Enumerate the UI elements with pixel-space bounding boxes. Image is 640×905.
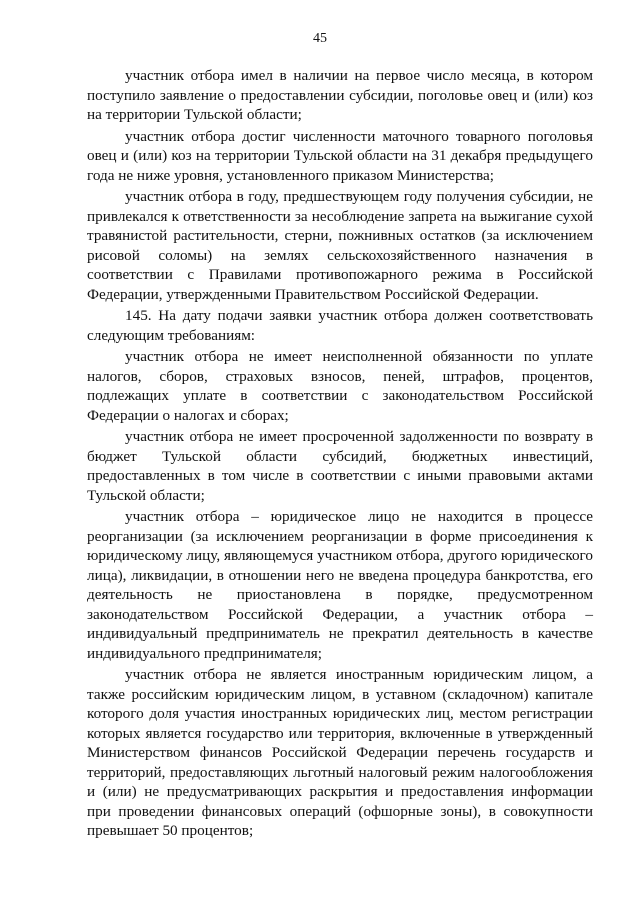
paragraph-livestock-level: участник отбора достиг численности маточного товарного поголовья овец и (или) коз на территории Тульской области на 31 декабря предыдущего года не ниже уровня, установленного приказом Министерства; [87, 127, 593, 184]
paragraph-reorganization: участник отбора – юридическое лицо не находится в процессе реорганизации (за исключением реорганизации в форме присоединения к юридическому лицу, являющемуся участником отбора, другого юридического лица), ликвидации, в отношении него не введена процедура банкротства, его деятельность не приостановлена в порядке, предусмотренном законодательством Российской Федерации, а участник отбора – индивидуальный предприниматель не прекратил деятельность в качестве индивидуального предпринимателя; [87, 508, 593, 662]
paragraph-tax-obligations: участник отбора не имеет неисполненной обязанности по уплате налогов, сборов, страховых взносов, пеней, штрафов, процентов, подлежащих уплате в соответствии с законодательством Российской Федерации о налогах и сборах; [87, 348, 593, 424]
paragraph-clause-145: 145. На дату подачи заявки участник отбора должен соответствовать следующим требованиям: [87, 307, 593, 344]
paragraph-fire-safety: участник отбора в году, предшествующем году получения субсидии, не привлекался к ответственности за несоблюдение запрета на выжигание сухой травянистой растительности, стерни, пожнивных остатков (за исключением рисовой соломы) на землях сельскохозяйственного назначения в соответствии с Правилами противопожарного режима в Российской Федерации, утвержденными Правительством Российской Федерации. [87, 188, 593, 303]
paragraph-budget-debt: участник отбора не имеет просроченной задолженности по возврату в бюджет Тульской области субсидий, бюджетных инвестиций, предоставленных в том числе в соответствии с иными правовыми актами Тульской области; [87, 428, 593, 504]
paragraph-foreign-entity: участник отбора не является иностранным юридическим лицом, а также российским юридическим лицом, в уставном (складочном) капитале которого доля участия иностранных юридических лиц, местом регистрации которых является государство или территория, включенные в утвержденный Министерством финансов Российской Федерации перечень государств и территорий, предоставляющих льготный налоговый режим налогообложения и (или) не предусматривающих раскрытия и предоставления информации при проведении финансовых операций (офшорные зоны), в совокупности превышает 50 процентов; [87, 666, 593, 839]
page-number: 45 [313, 31, 327, 46]
document-body [87, 66, 593, 843]
paragraph-livestock-availability: участник отбора имел в наличии на первое число месяца, в котором поступило заявление о предоставлении субсидии, поголовье овец и (или) коз на территории Тульской области; [87, 67, 593, 123]
